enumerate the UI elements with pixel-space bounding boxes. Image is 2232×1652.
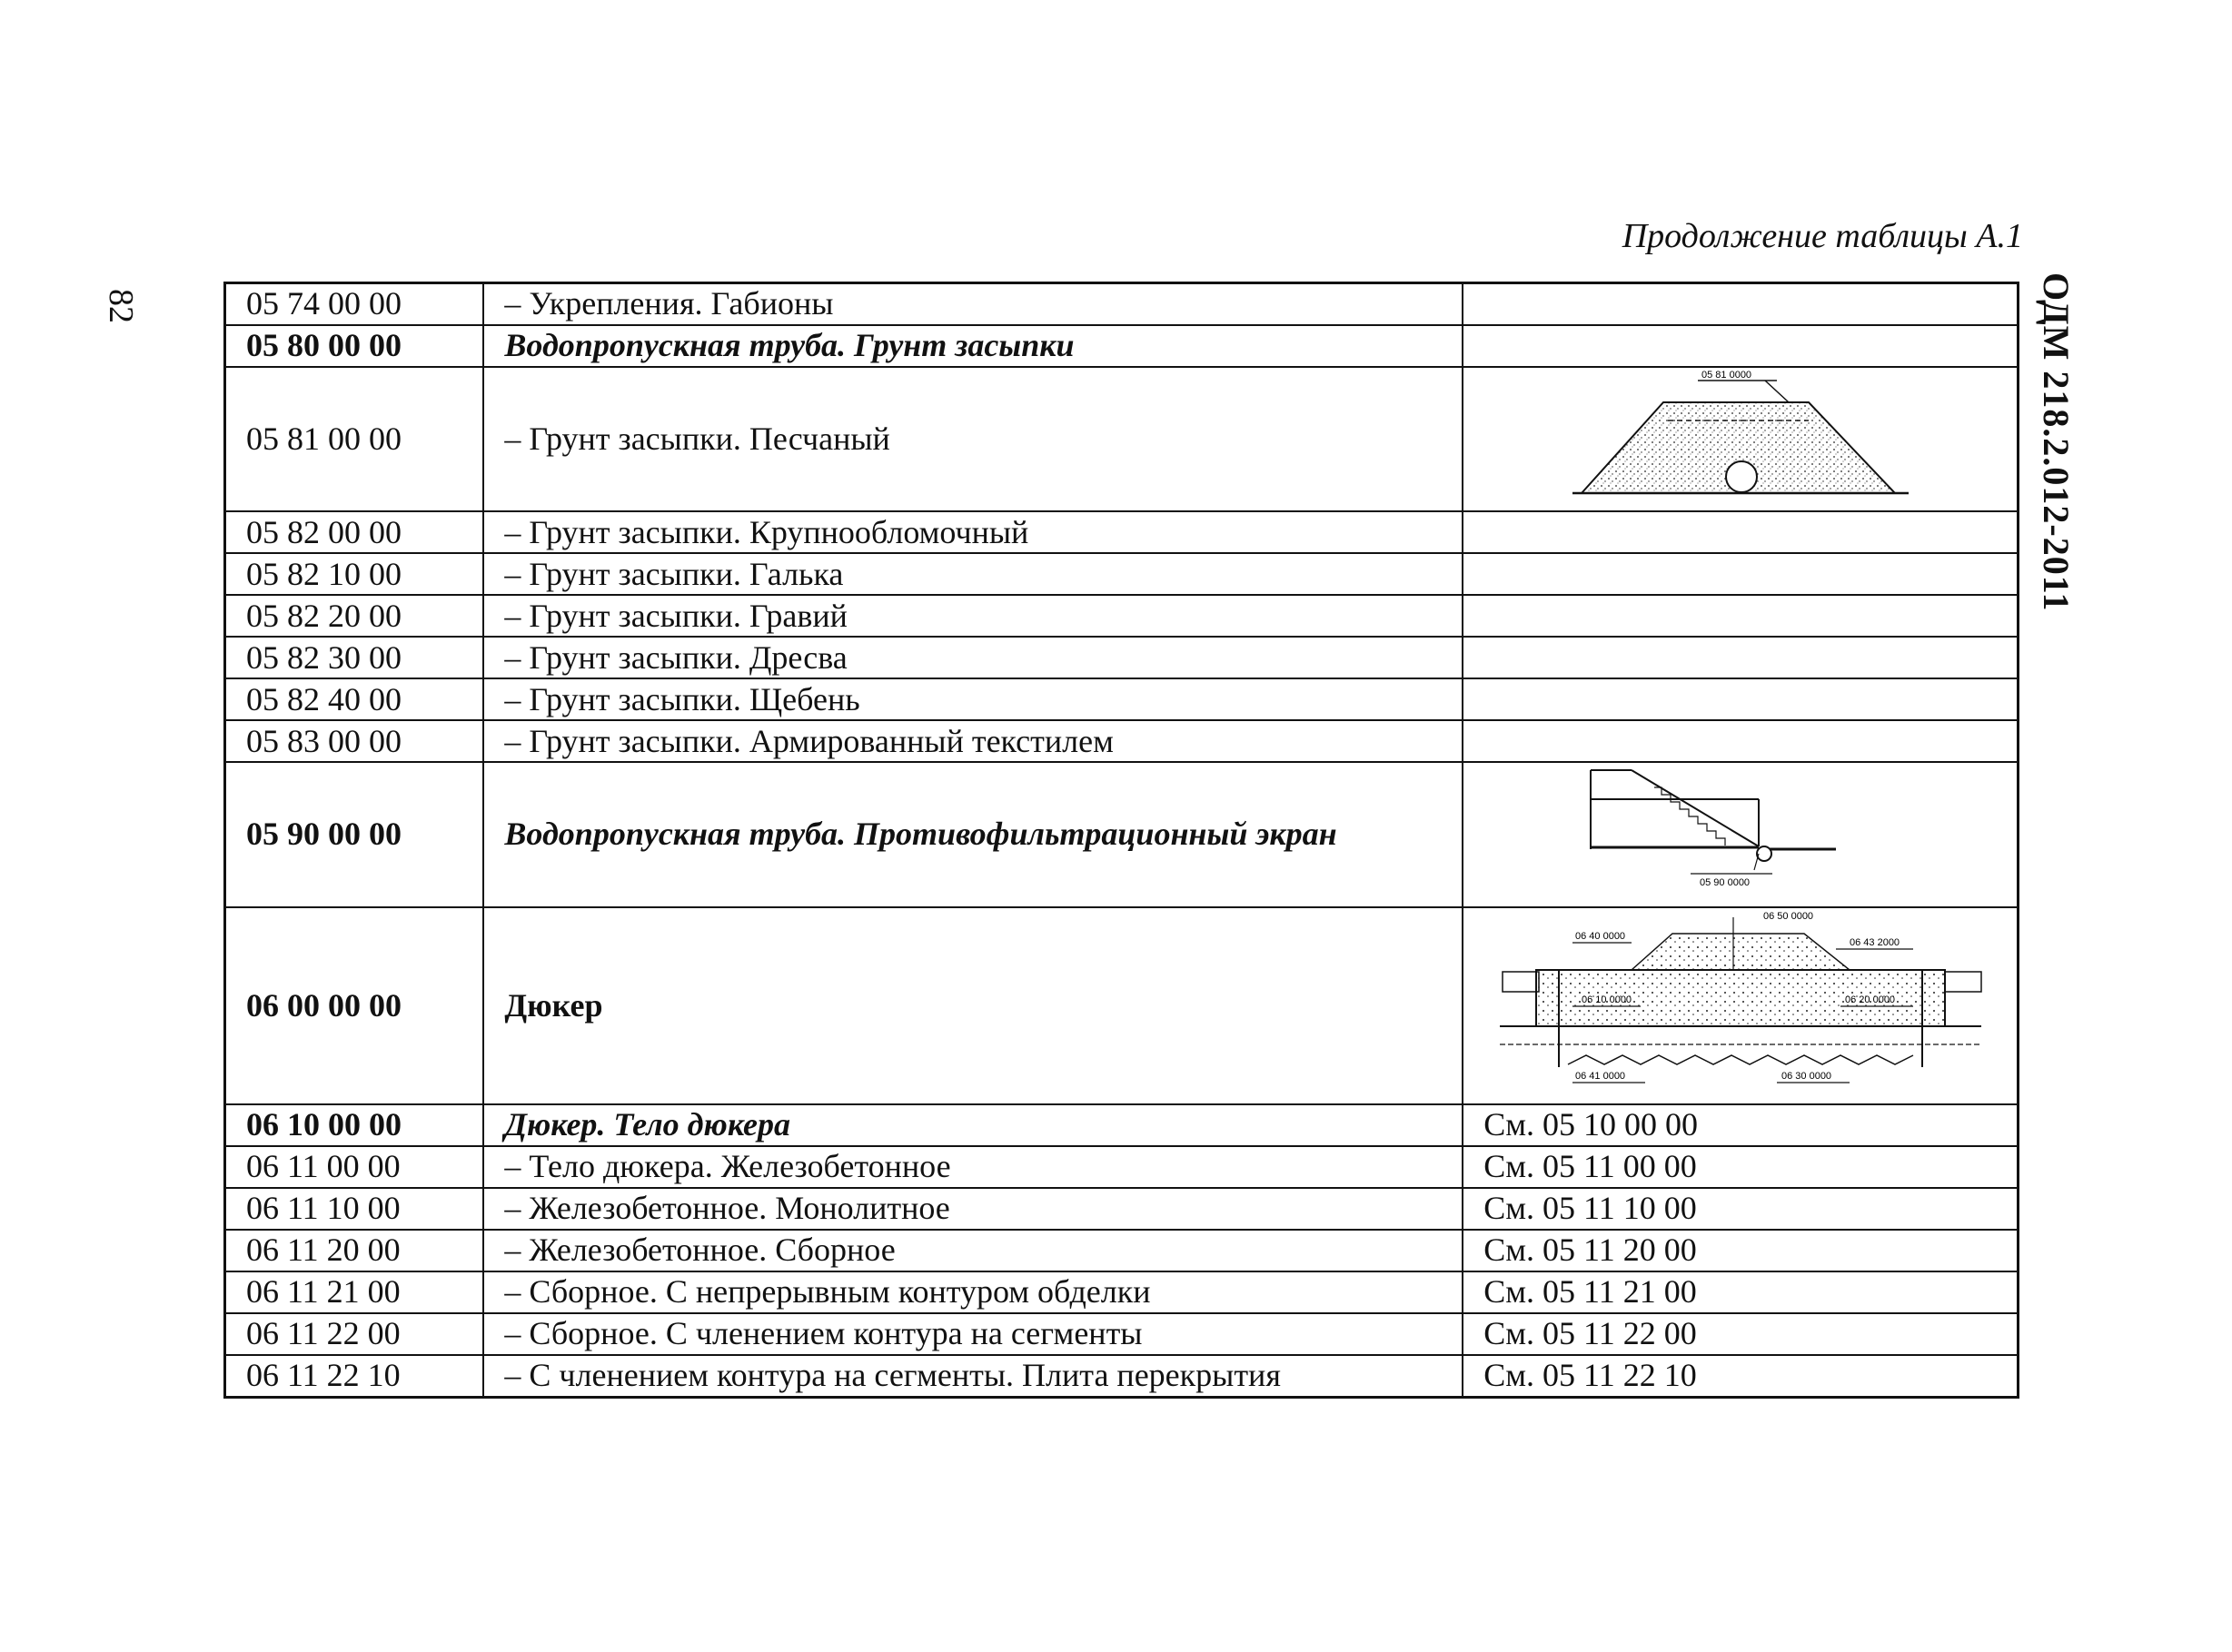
row-code: 05 82 10 00 [225,553,484,595]
figure-label: 06 30 0000 [1781,1070,1831,1082]
table-caption: Продолжение таблицы А.1 [1622,217,2023,255]
figure-label: 06 43 2000 [1849,936,1900,948]
row-description: Водопропускная труба. Грунт засыпки [483,325,1463,367]
row-description: – Сборное. С непрерывным контуром обделки [483,1271,1463,1313]
row-description: Дюкер [483,907,1463,1104]
row-reference [1463,553,2018,595]
row-reference: См. 05 11 00 00 [1463,1146,2018,1188]
table-row [225,1188,2019,1230]
page-number: 82 [102,289,140,323]
table-row [225,720,2019,762]
row-reference: См. 05 11 10 00 [1463,1188,2018,1230]
row-reference: См. 05 11 22 10 [1463,1355,2018,1398]
table-row [225,553,2019,595]
row-code: 05 82 40 00 [225,678,484,720]
table-row [225,367,2019,511]
row-description: – Грунт засыпки. Песчаный [483,367,1463,511]
row-code: 05 82 20 00 [225,595,484,637]
table-row [225,907,2019,1104]
antifiltration-screen-figure [1563,763,1918,897]
row-reference [1463,637,2018,678]
row-code: 06 10 00 00 [225,1104,484,1146]
row-reference [1463,511,2018,553]
row-description: – Тело дюкера. Железобетонное [483,1146,1463,1188]
figure-label: 06 10 0000 [1581,994,1632,1005]
table-row [225,1146,2019,1188]
row-description: – Грунт засыпки. Галька [483,553,1463,595]
row-code: 05 74 00 00 [225,283,484,326]
row-code: 06 11 21 00 [225,1271,484,1313]
row-figure-cell [1463,907,2018,1104]
row-description: – Грунт засыпки. Армированный текстилем [483,720,1463,762]
row-description: Дюкер. Тело дюкера [483,1104,1463,1146]
figure-label: 05 90 0000 [1699,877,1750,889]
row-figure-cell [1463,762,2018,906]
table-row [225,637,2019,678]
figure-label: 06 50 0000 [1762,910,1813,922]
row-code: 06 11 22 10 [225,1355,484,1398]
figure-label: 05 81 0000 [1701,370,1751,381]
table-row [225,762,2019,906]
classification-table [223,282,2019,1399]
row-reference [1463,325,2018,367]
row-figure-cell [1463,367,2018,511]
row-description: – Железобетонное. Монолитное [483,1188,1463,1230]
row-code: 06 11 22 00 [225,1313,484,1355]
row-code: 05 80 00 00 [225,325,484,367]
table-row [225,325,2019,367]
row-code: 05 83 00 00 [225,720,484,762]
row-description: Водопропускная труба. Противофильтрационный экран [483,762,1463,906]
row-code: 05 82 30 00 [225,637,484,678]
row-description: – Грунт засыпки. Гравий [483,595,1463,637]
row-description: – Железобетонное. Сборное [483,1230,1463,1271]
row-description: – Грунт засыпки. Дресва [483,637,1463,678]
row-reference [1463,595,2018,637]
table-row [225,1313,2019,1355]
row-reference [1463,720,2018,762]
row-reference: См. 05 10 00 00 [1463,1104,2018,1146]
figure-label: 06 20 0000 [1844,994,1895,1005]
row-code: 05 90 00 00 [225,762,484,906]
row-reference: См. 05 11 22 00 [1463,1313,2018,1355]
row-code: 06 11 10 00 [225,1188,484,1230]
table-row [225,678,2019,720]
backfill-embankment-figure [1563,368,1918,502]
row-reference: См. 05 11 20 00 [1463,1230,2018,1271]
row-code: 06 00 00 00 [225,907,484,1104]
row-description: – С членением контура на сегменты. Плита перекрытия [483,1355,1463,1398]
table-row [225,1355,2019,1398]
document-code: ОДМ 218.2.012-2011 [2036,272,2077,612]
figure-label: 06 40 0000 [1574,930,1625,942]
row-code: 05 81 00 00 [225,367,484,511]
row-reference: См. 05 11 21 00 [1463,1271,2018,1313]
row-code: 05 82 00 00 [225,511,484,553]
row-reference [1463,678,2018,720]
table-row [225,1104,2019,1146]
row-reference [1463,283,2018,326]
table-row [225,511,2019,553]
table-row [225,283,2019,326]
row-description: – Сборное. С членением контура на сегменты [483,1313,1463,1355]
row-description: – Укрепления. Габионы [483,283,1463,326]
table-row [225,1230,2019,1271]
row-code: 06 11 20 00 [225,1230,484,1271]
row-description: – Грунт засыпки. Крупнообломочный [483,511,1463,553]
table-row [225,595,2019,637]
figure-label: 06 41 0000 [1574,1070,1625,1082]
table-row [225,1271,2019,1313]
siphon-culvert-figure [1486,908,1995,1095]
row-code: 06 11 00 00 [225,1146,484,1188]
row-description: – Грунт засыпки. Щебень [483,678,1463,720]
